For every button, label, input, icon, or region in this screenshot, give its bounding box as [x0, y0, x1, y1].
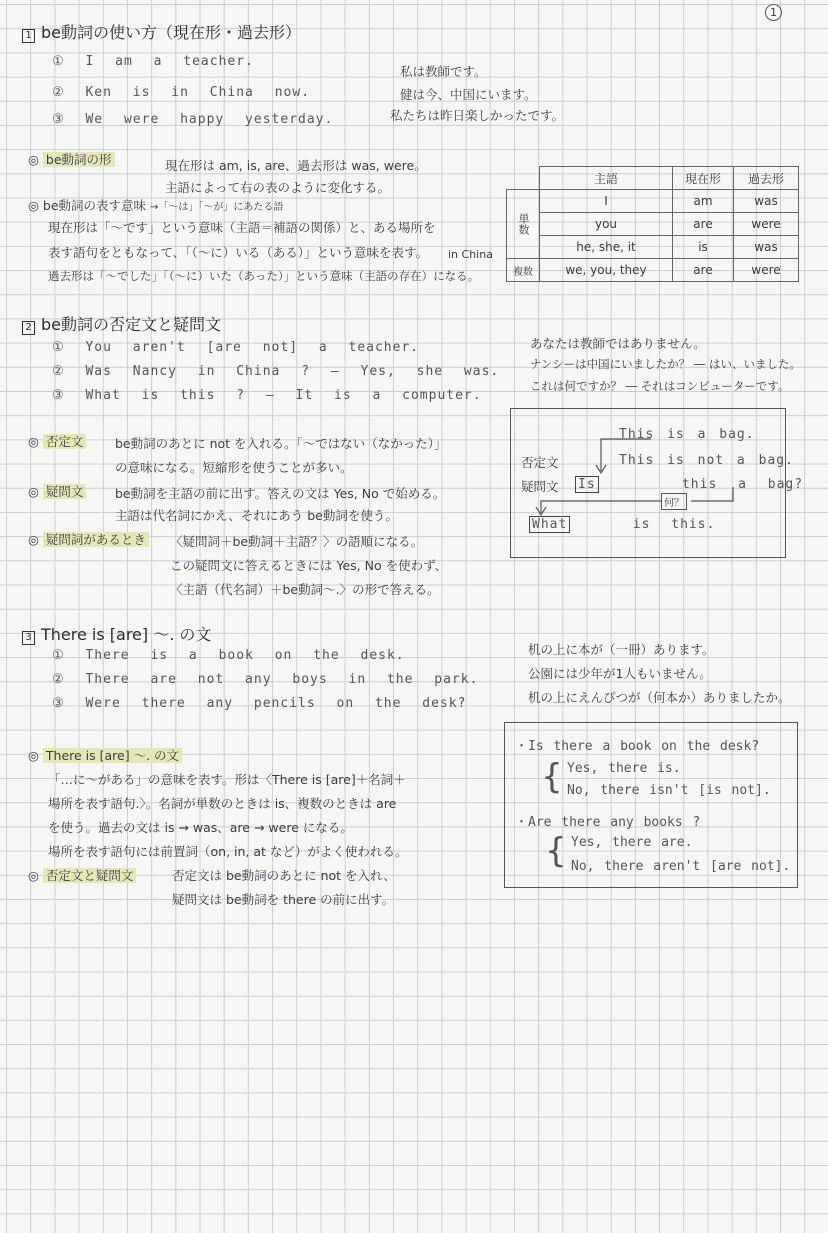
qa-answer-2: No, there isn't [is not].	[567, 783, 771, 798]
sec1-translation-1: 私は教師です。	[400, 64, 487, 79]
table-cell: were	[734, 213, 799, 236]
meaning-note: →「〜は」「〜が」にあたる語	[150, 202, 284, 213]
be-verb-table	[506, 166, 799, 282]
diagram-is-box: Is	[575, 476, 599, 493]
section2-heading	[22, 312, 221, 335]
table-cell: are	[673, 213, 734, 236]
diagram-q-label: 疑問文	[521, 479, 559, 494]
sec2-neg-text-2: の意味になる。短縮形を使うことが多い。	[115, 460, 353, 475]
sec2-neg-text-1: be動詞のあとに not を入れる。「〜ではない（なかった）」	[115, 436, 447, 451]
brace-icon: {	[545, 831, 567, 871]
diagram-what-box: What	[529, 516, 570, 533]
sec1-form-text-2: 主語によって右の表のように変化する。	[165, 180, 391, 195]
table-header-subject: 主語	[540, 167, 673, 190]
diagram-line-1: This is a bag.	[619, 427, 755, 442]
brace-icon: {	[541, 757, 563, 797]
sentence-diagram	[510, 408, 804, 558]
qa-answer-1: Yes, there is.	[567, 761, 681, 776]
sec2-example-2: ② Was Nancy in China ? – Yes, she was.	[52, 364, 500, 379]
there-is-qa-box	[504, 722, 798, 888]
sec2-wh-text-3: 〈主語（代名詞）＋be動詞〜.〉の形で答える。	[170, 582, 440, 597]
sec3-example-2: ② There are not any boys in the park.	[52, 672, 479, 687]
sec2-translation-2: ナンシーは中国にいましたか？ ― はい、いました。	[530, 357, 801, 371]
sec1-example-1: ① I am a teacher.	[52, 54, 254, 69]
diagram-arrows	[511, 409, 785, 557]
section1-title: be動詞の使い方（現在形・過去形）	[41, 23, 302, 42]
sec1-meaning-label: ◎ be動詞の表す意味 →「〜は」「〜が」にあたる語	[28, 198, 284, 213]
sec3-translation-3: 机の上にえんぴつが（何本か）ありましたか。	[528, 690, 791, 705]
section1-heading	[22, 20, 301, 43]
sec2-example-1: ① You aren't [are not] a teacher.	[52, 340, 420, 355]
table-cell: we, you, they	[540, 259, 673, 282]
nq-label-text: 否定文と疑問文	[43, 868, 137, 883]
sec2-q-label: ◎ 疑問文	[28, 482, 86, 500]
table-side-singular: 単数	[507, 190, 540, 259]
sec3-text-1: 「…に〜がある」の意味を表す。形は〈There is [are]＋名詞＋	[48, 772, 406, 787]
table-cell: were	[734, 259, 799, 282]
diagram-line-4-rest: is this.	[632, 517, 716, 532]
sec2-example-3: ③ What is this ? – It is a computer.	[52, 388, 482, 403]
table-cell: he, she, it	[540, 236, 673, 259]
sec1-example-2: ② Ken is in China now.	[52, 85, 311, 100]
section3-title: There is [are] 〜. の文	[41, 625, 212, 644]
table-cell: was	[734, 190, 799, 213]
section-number-icon: 1	[22, 29, 35, 43]
sec1-form-label: ◎ be動詞の形	[28, 150, 115, 168]
table-cell: you	[540, 213, 673, 236]
sec1-translation-2: 健は今、中国にいます。	[400, 87, 537, 102]
table-cell: was	[734, 236, 799, 259]
table-side-plural: 複数	[507, 259, 540, 282]
sec1-meaning-text-3: 過去形は「〜でした」「（〜に）いた（あった）」という意味（主語の存在）になる。	[48, 269, 480, 283]
sec2-q-text-1: be動詞を主語の前に出す。答えの文は Yes, No で始める。	[115, 486, 446, 501]
sec3-translation-2: 公園には少年が1人もいません。	[528, 666, 712, 681]
section-number-icon: 3	[22, 631, 35, 645]
sec2-wh-text-1: 〈疑問詞＋be動詞＋主語？〉の語順になる。	[170, 534, 424, 549]
sec3-example-3: ③ Were there any pencils on the desk?	[52, 696, 467, 711]
sec3-label: ◎ There is [are] 〜. の文	[28, 746, 182, 764]
sec2-translation-3: これは何ですか？ ― それはコンピューターです。	[530, 379, 790, 393]
table-cell: am	[673, 190, 734, 213]
qa-question-1: ・Is there a book on the desk?	[515, 739, 760, 754]
table-header-past: 過去形	[734, 167, 799, 190]
qa-question-2: ・Are there any books ?	[515, 815, 701, 830]
sec3-nq-text-2: 疑問文は be動詞を there の前に出す。	[172, 892, 395, 907]
table-cell: I	[540, 190, 673, 213]
diagram-nani: 何？	[661, 493, 687, 510]
section3-heading	[22, 622, 211, 645]
meaning-label-text: be動詞の表す意味	[42, 198, 147, 213]
section2-title: be動詞の否定文と疑問文	[41, 315, 222, 334]
wh-label-text: 疑問詞があるとき	[43, 532, 149, 547]
sec1-example-3: ③ We were happy yesterday.	[52, 112, 334, 127]
sec3-text-2: 場所を表す語句.〉。名詞が単数のときは is、複数のときは are	[48, 796, 397, 811]
table-cell: is	[673, 236, 734, 259]
sec1-meaning-text-2: 表す語句をともなって、「（〜に）いる（ある）」という意味を表す。	[48, 245, 429, 260]
sec1-form-text-1: 現在形は am, is, are、過去形は was, were。	[165, 158, 427, 173]
qa-answer-3: Yes, there are.	[571, 835, 693, 850]
sec1-meaning-text-1: 現在形は「〜です」という意味（主語＝補語の関係）と、ある場所を	[48, 220, 436, 235]
sec2-q-text-2: 主語は代名詞にかえ、それにあう be動詞を使う。	[115, 508, 398, 523]
q-label-text: 疑問文	[43, 484, 87, 499]
sec2-wh-text-2: この疑問文に答えるときには Yes, No を使わず、	[170, 558, 448, 573]
section-number-icon: 2	[22, 321, 35, 335]
diagram-neg-label: 否定文	[521, 455, 559, 470]
sec3-example-1: ① There is a book on the desk.	[52, 648, 405, 663]
sec3-nq-text-1: 否定文は be動詞のあとに not を入れ、	[172, 868, 396, 883]
sec3-text-4: 場所を表す語句には前置詞（on, in, at など）がよく使われる。	[48, 844, 408, 859]
sec3-translation-1: 机の上に本が（一冊）あります。	[528, 642, 715, 657]
diagram-line-3-rest: this a bag?	[681, 477, 804, 492]
table-header-present: 現在形	[673, 167, 734, 190]
neg-label-text: 否定文	[43, 434, 87, 449]
sec1-translation-3: 私たちは昨日楽しかったです。	[390, 108, 565, 123]
sec3-nq-label: ◎ 否定文と疑問文	[28, 866, 136, 884]
sec2-wh-label: ◎ 疑問詞があるとき	[28, 530, 149, 548]
sec2-translation-1: あなたは教師ではありません。	[530, 336, 706, 351]
sec3-text-3: を使う。過去の文は is → was、are → were になる。	[48, 820, 353, 835]
form-label-text: be動詞の形	[43, 152, 115, 167]
page-number: 1	[765, 4, 782, 21]
qa-answer-4: No, there aren't [are not].	[571, 859, 791, 874]
table-cell: are	[673, 259, 734, 282]
sec2-neg-label: ◎ 否定文	[28, 432, 86, 450]
sec1-in-china: in China	[448, 248, 493, 261]
sec3-label-text: There is [are] 〜. の文	[43, 748, 182, 763]
diagram-line-2: This is not a bag.	[619, 453, 794, 468]
